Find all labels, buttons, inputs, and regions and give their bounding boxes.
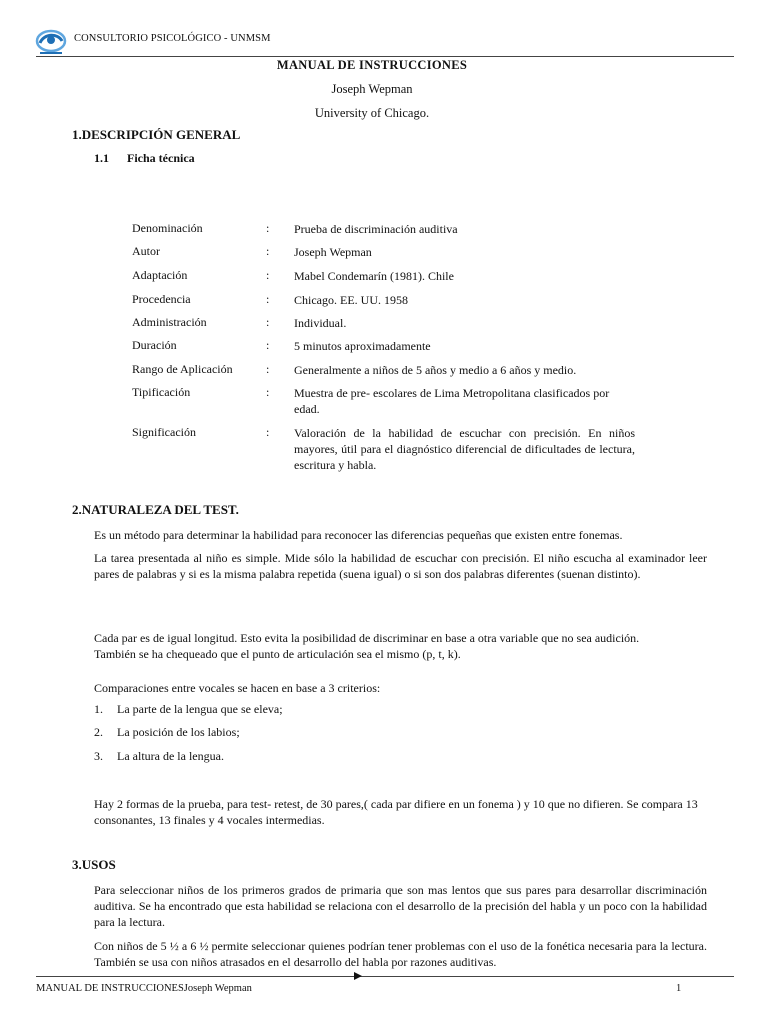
subsection-heading: Ficha técnica <box>127 151 195 165</box>
paragraph: Para seleccionar niños de los primeros grados de primaria que son mas lentos que sus pares para desarrollar discriminación auditiva. Se ha encontrado que esta habilidad se relaciona con el desarrollo de la precisión del habla y un poco con la habilidad para la lectura. <box>94 883 707 929</box>
ficha-colon: : <box>266 292 270 306</box>
ficha-value: Individual. <box>294 316 347 330</box>
ficha-colon: : <box>266 338 270 352</box>
arrow-right-icon <box>354 972 362 980</box>
list-item: La altura de la lengua. <box>117 749 224 763</box>
header-title: CONSULTORIO PSICOLÓGICO - UNMSM <box>74 33 271 44</box>
ficha-value: 5 minutos aproximadamente <box>294 339 431 353</box>
ficha-label: Adaptación <box>132 268 188 282</box>
ficha-value: Chicago. EE. UU. 1958 <box>294 293 408 307</box>
ficha-label: Autor <box>132 244 160 258</box>
ficha-label: Procedencia <box>132 292 191 306</box>
paragraph: La tarea presentada al niño es simple. Mide sólo la habilidad de escuchar con precisión. El niño escucha al examinador leer pares de palabras y si es la misma palabra repetida (suena igual) o si son dos palabras diferentes (suenan distinto). <box>94 551 707 581</box>
ficha-value: Mabel Condemarín (1981). Chile <box>294 269 454 283</box>
document-title: MANUAL DE INSTRUCCIONES <box>276 58 468 72</box>
list-number: 2. <box>94 725 103 739</box>
footer-divider <box>36 976 734 977</box>
list-item: La parte de la lengua que se eleva; <box>117 702 283 716</box>
subsection-number: 1.1 <box>94 151 109 165</box>
ficha-value: Valoración de la habilidad de escuchar con precisión. En niños mayores, útil para el diagnóstico diferencial de dificultades de lectura, escritura y habla. <box>294 426 635 472</box>
ficha-colon: : <box>266 221 270 235</box>
ficha-value: Generalmente a niños de 5 años y medio a 6 años y medio. <box>294 363 577 377</box>
section-1-heading: 1.DESCRIPCIÓN GENERAL <box>72 127 241 142</box>
document-author: Joseph Wepman <box>331 82 413 96</box>
unmsm-logo <box>34 27 68 57</box>
ficha-colon: : <box>266 362 270 376</box>
ficha-label: Rango de Aplicación <box>132 362 233 376</box>
footer-text: MANUAL DE INSTRUCCIONESJoseph Wepman <box>36 983 252 994</box>
ficha-colon: : <box>266 315 270 329</box>
ficha-label: Tipificación <box>132 385 191 399</box>
header-divider <box>36 56 734 57</box>
paragraph: Cada par es de igual longitud. Esto evita la posibilidad de discriminar en base a otra variable que no sea audición. También se ha chequeado que el punto de articulación sea el mismo (p, t, k). <box>94 631 640 661</box>
ficha-value: Joseph Wepman <box>294 245 372 259</box>
document-institution: University of Chicago. <box>314 106 430 120</box>
list-number: 1. <box>94 702 103 716</box>
paragraph: Comparaciones entre vocales se hacen en base a 3 criterios: <box>94 681 381 695</box>
ficha-label: Denominación <box>132 221 203 235</box>
paragraph: Hay 2 formas de la prueba, para test- retest, de 30 pares,( cada par difiere en un fonema ) y 10 que no difieren. Se compara 13 consonantes, 13 finales y 4 vocales intermedias. <box>94 797 698 827</box>
ficha-value: Prueba de discriminación auditiva <box>294 222 458 236</box>
list-item: La posición de los labios; <box>117 725 240 739</box>
ficha-colon: : <box>266 268 270 282</box>
paragraph: Con niños de 5 ½ a 6 ½ permite seleccionar quienes podrían tener problemas con el uso de la fonética necesaria para la lectura. También se usa con niños atrasados en el desarrollo del habla por razones auditivas. <box>94 939 707 969</box>
ficha-value: Muestra de pre- escolares de Lima Metropolitana clasificados por edad. <box>294 386 610 416</box>
page-number: 1 <box>676 983 682 994</box>
ficha-label: Significación <box>132 425 196 439</box>
paragraph: Es un método para determinar la habilidad para reconocer las diferencias pequeñas que existen entre fonemas. <box>94 528 623 542</box>
ficha-label: Duración <box>132 338 177 352</box>
ficha-label: Administración <box>132 315 207 329</box>
section-3-heading: 3.USOS <box>72 857 116 872</box>
ficha-colon: : <box>266 425 270 439</box>
ficha-colon: : <box>266 244 270 258</box>
list-number: 3. <box>94 749 103 763</box>
ficha-colon: : <box>266 385 270 399</box>
section-2-heading: 2.NATURALEZA DEL TEST. <box>72 502 239 517</box>
